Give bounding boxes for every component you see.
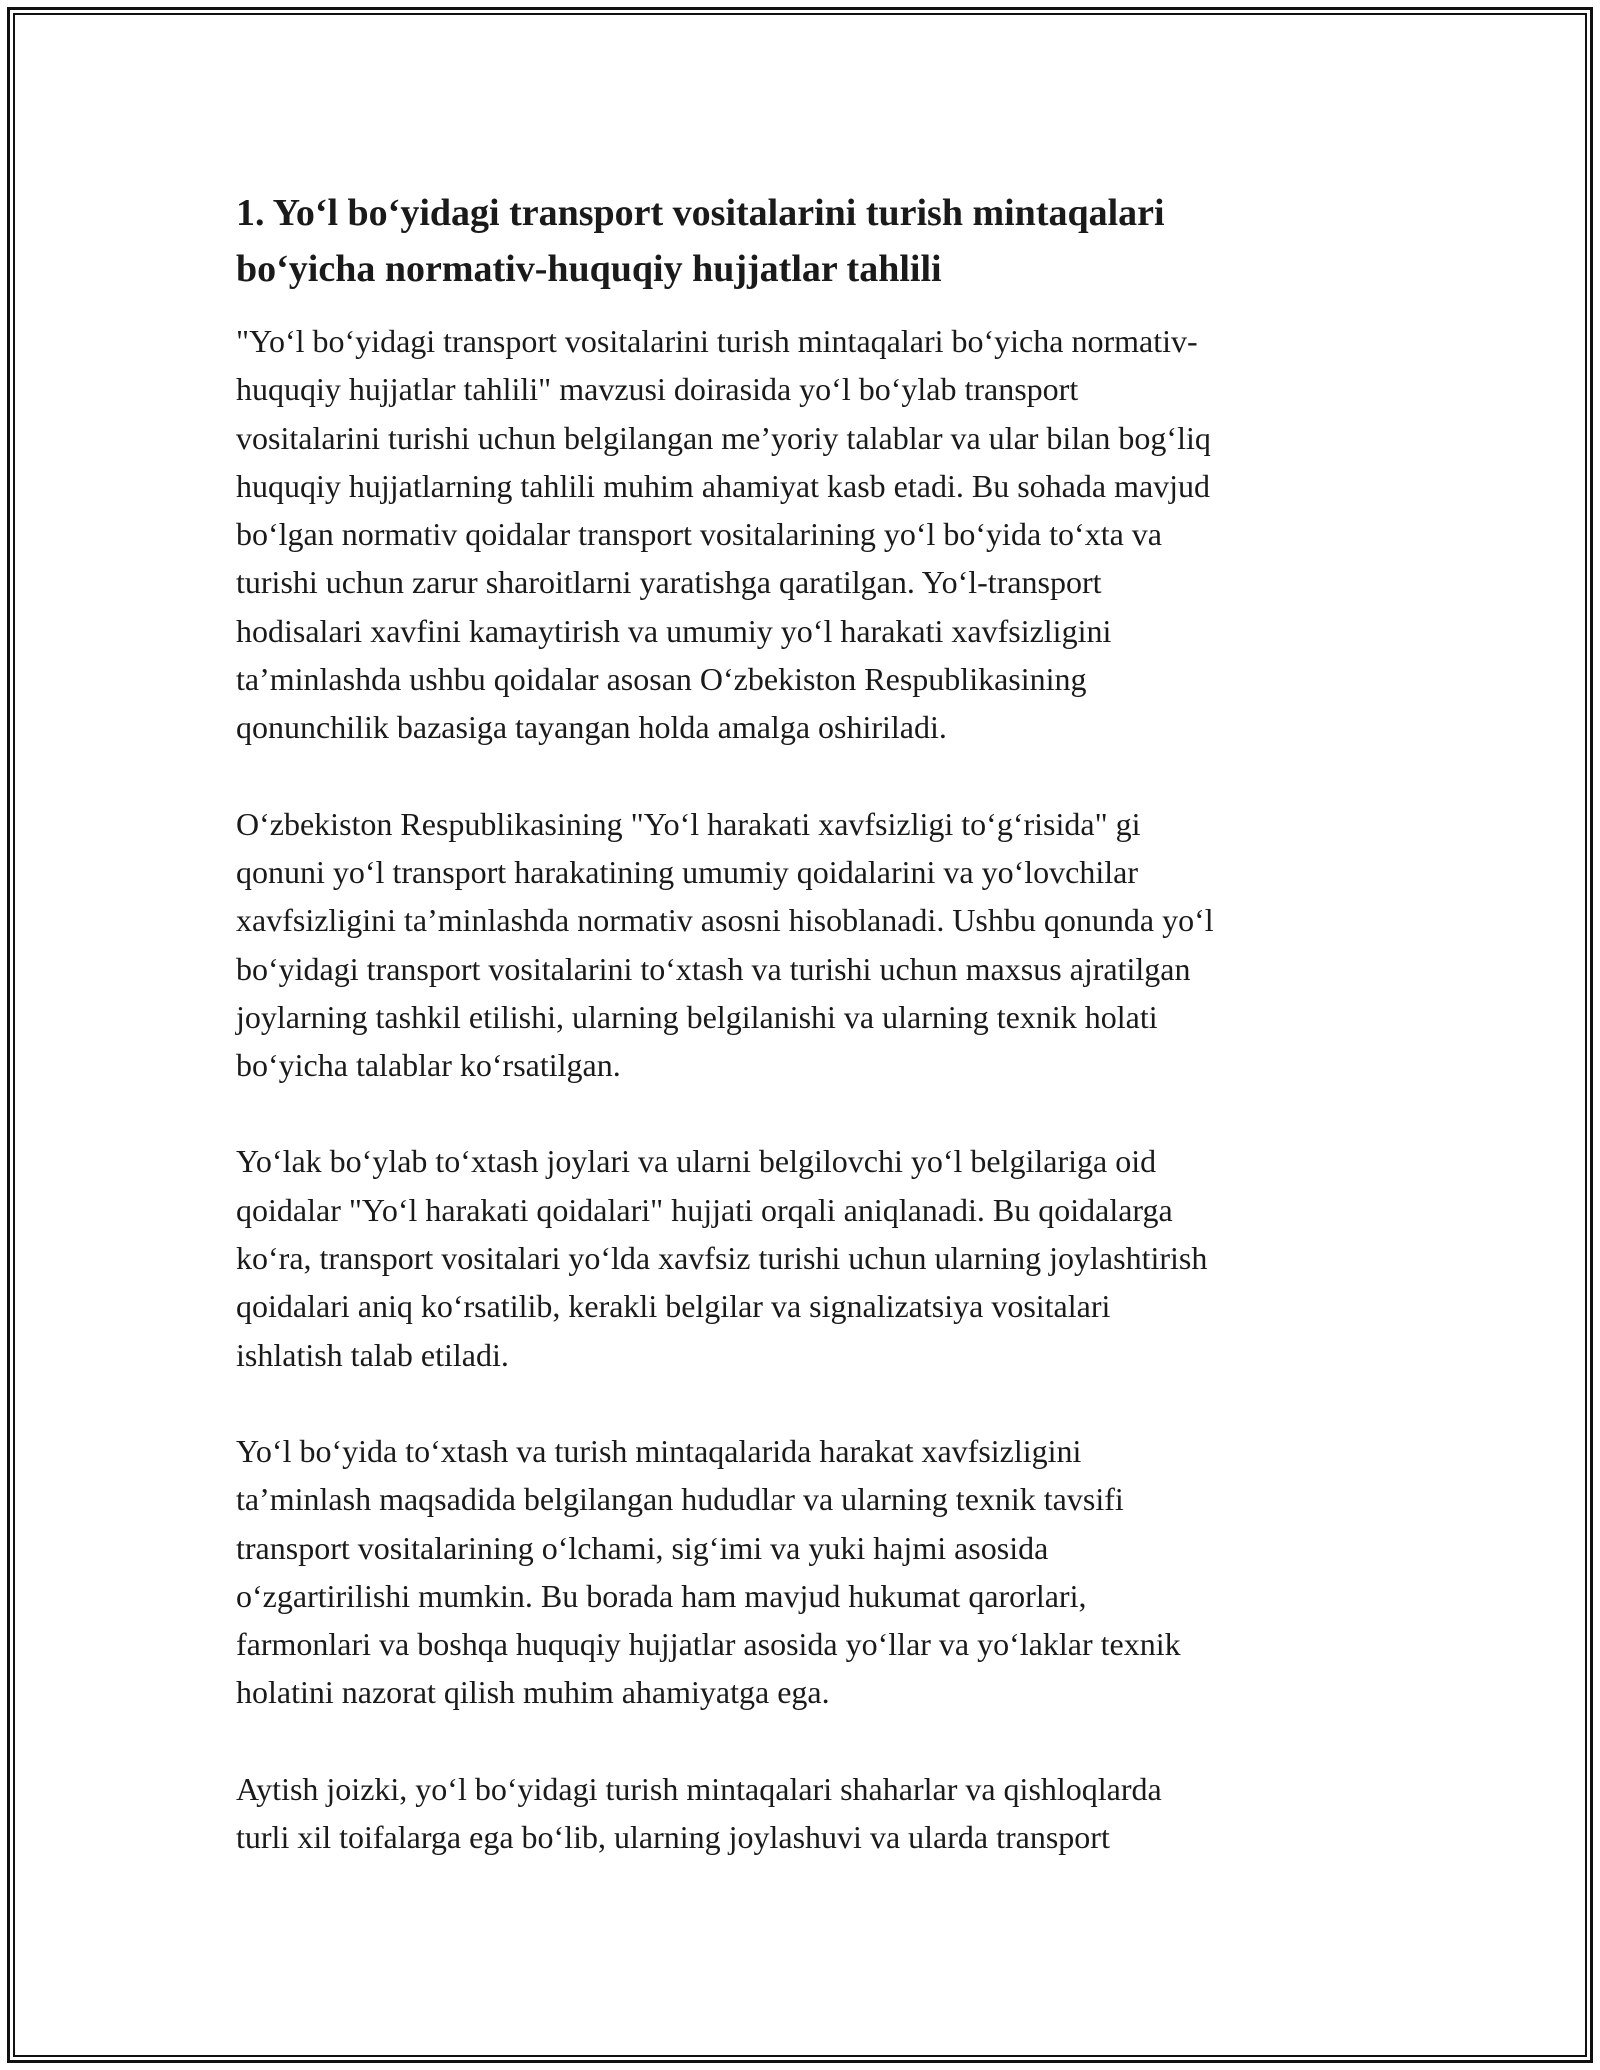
- paragraph-4: [236, 1427, 1366, 1717]
- text-line: ishlatish talab etiladi.: [236, 1336, 509, 1373]
- text-line: Yo‘l bo‘yida to‘xtash va turish mintaqalarida harakat xavfsizligini: [236, 1432, 1082, 1469]
- text-line: hodisalari xavfini kamaytirish va umumiy yo‘l harakati xavfsizligini: [236, 612, 1112, 649]
- heading-line: bo‘yicha normativ-huquqiy hujjatlar tahlili: [236, 248, 942, 290]
- text-line: "Yo‘l bo‘yidagi transport vositalarini turish mintaqalari bo‘yicha normativ-: [236, 323, 1198, 359]
- text-line: Yo‘lak bo‘ylab to‘xtash joylari va ularni belgilovchi yo‘l belgilariga oid: [236, 1143, 1157, 1180]
- text-line: holatini nazorat qilish muhim ahamiyatga ega.: [236, 1674, 830, 1711]
- text-line: o‘zgartirilishi mumkin. Bu borada ham mavjud hukumat qarorlari,: [236, 1577, 1087, 1614]
- text-line: qonunchilik bazasiga tayangan holda amalga oshiriladi.: [236, 709, 947, 746]
- document-body: [236, 185, 1366, 1909]
- paragraph-1: [236, 317, 1366, 752]
- text-line: vositalarini turishi uchun belgilangan me’yoriy talablar va ular bilan bog‘liq: [236, 419, 1211, 456]
- text-line: bo‘yicha talablar ko‘rsatilgan.: [236, 1047, 621, 1084]
- paragraph-5: [236, 1765, 1366, 1862]
- text-line: bo‘yidagi transport vositalarini to‘xtash va turishi uchun maxsus ajratilgan: [236, 950, 1191, 987]
- text-line: ko‘ra, transport vositalari yo‘lda xavfsiz turishi uchun ularning joylashtirish: [236, 1240, 1208, 1277]
- text-line: farmonlari va boshqa huquqiy hujjatlar asosida yo‘llar va yo‘laklar texnik: [236, 1626, 1181, 1663]
- text-line: Aytish joizki, yo‘l bo‘yidagi turish mintaqalari shaharlar va qishloqlarda: [236, 1770, 1162, 1807]
- paragraph-2: [236, 800, 1366, 1090]
- text-line: ta’minlashda ushbu qoidalar asosan O‘zbekiston Respublikasining: [236, 661, 1087, 698]
- text-line: bo‘lgan normativ qoidalar transport vositalarining yo‘l bo‘yida to‘xta va: [236, 516, 1162, 553]
- text-line: qoidalar "Yo‘l harakati qoidalari" hujjati orqali aniqlanadi. Bu qoidalarga: [236, 1191, 1173, 1228]
- text-line: transport vositalarining o‘lchami, sig‘imi va yuki hajmi asosida: [236, 1529, 1049, 1566]
- heading-line: 1. Yo‘l bo‘yidagi transport vositalarini turish mintaqalari: [236, 192, 1165, 234]
- text-line: huquqiy hujjatlar tahlili" mavzusi doirasida yo‘l bo‘ylab transport: [236, 371, 1079, 408]
- paragraph-3: [236, 1137, 1366, 1378]
- text-line: huquqiy hujjatlarning tahlili muhim ahamiyat kasb etadi. Bu sohada mavjud: [236, 467, 1211, 504]
- text-line: xavfsizligini ta’minlashda normativ asosni hisoblanadi. Ushbu qonunda yo‘l: [236, 902, 1214, 939]
- text-line: turli xil toifalarga ega bo‘lib, ularning joylashuvi va ularda transport: [236, 1819, 1110, 1856]
- text-line: qoidalari aniq ko‘rsatilib, kerakli belgilar va signalizatsiya vositalari: [236, 1288, 1111, 1325]
- text-line: turishi uchun zarur sharoitlarni yaratishga qaratilgan. Yo‘l-transport: [236, 564, 1102, 601]
- text-line: qonuni yo‘l transport harakatining umumiy qoidalarini va yo‘lovchilar: [236, 853, 1139, 890]
- text-line: ta’minlash maqsadida belgilangan hududlar va ularning texnik tavsifi: [236, 1481, 1124, 1518]
- section-heading: [236, 185, 1366, 297]
- text-line: joylarning tashkil etilishi, ularning belgilanishi va ularning texnik holati: [236, 998, 1158, 1035]
- text-line: O‘zbekiston Respublikasining "Yo‘l harakati xavfsizligi to‘g‘risida" gi: [236, 805, 1141, 842]
